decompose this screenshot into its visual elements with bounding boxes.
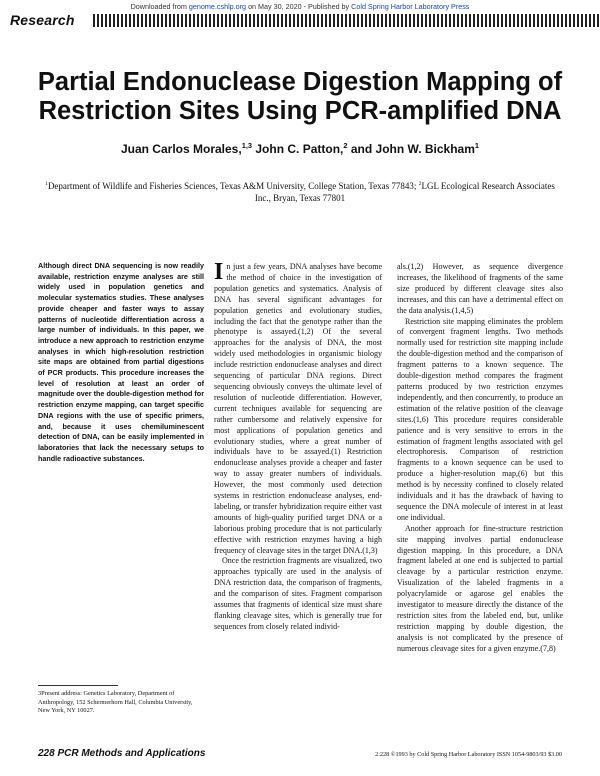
author-3-sup: 1 <box>474 141 480 150</box>
download-prefix: Downloaded from <box>130 2 187 11</box>
col2-paragraph-2: Once the restriction fragments are visualized, two approaches typically are used in the analysis of DNA restriction data, the comparison of fragments, and the comparison of sites. Fragment comparison assumes that fragments of identical size must share flanking cleavage sites, which is generally true for sequences from closely related individ- <box>214 556 382 631</box>
affiliations <box>40 180 560 204</box>
page-folio: 228 PCR Methods and Applications <box>38 748 206 759</box>
download-middle: on May 30, 2020 - Published by <box>248 2 350 11</box>
affiliation-2: LGL Ecological Research Associates Inc., Bryan, Texas 77801 <box>254 181 555 203</box>
author-3: and John W. Bickham <box>350 142 475 156</box>
col3-paragraph-1: als.(1,2) However, as sequence divergence increases, the likelihood of fragments of the same size produced by different cleavage sites also increases, and this can have a detrimental effect on the data analysis.(1,4,5) <box>397 262 563 315</box>
body-column-3 <box>397 262 563 655</box>
header-hatch-bar <box>93 14 600 27</box>
col3-paragraph-3: Another approach for fine-structure restriction site mapping involves partial endonuclease digestion mapping. In this procedure, a DNA fragment labeled at one end is subjected to partial cleavage by a particular restriction enzyme. Visualization of the labeled fragments in a polyacrylamide or agarose gel enables the investigator to measure directly the distance of the restriction sites from the labeled end, but, unlike restriction mapping by double digestion, the analysis is not complicated by the presence of numerous cleavage sites for a given enzyme.(7,8) <box>397 523 563 653</box>
affil-1-sup: 1 <box>45 181 48 187</box>
body-column-2 <box>214 259 382 633</box>
author-1: Juan Carlos Morales, <box>120 142 242 156</box>
affil-2-sup: 2 <box>418 181 422 187</box>
footnote-rule <box>38 685 118 686</box>
author-2-sup: 2 <box>343 141 348 150</box>
article-title: Partial Endonuclease Digestion Mapping of Restriction Sites Using PCR-amplified DNA <box>37 68 563 125</box>
copyright-line: 2:228 ©1993 by Cold Spring Harbor Laboratory ISSN 1054-9803/93 $3.00 <box>375 751 562 758</box>
author-2: John C. Patton, <box>255 142 344 156</box>
abstract: Although direct DNA sequencing is now readily available, restriction enzyme analyses are still widely used in population genetics and molecular systematics studies. These analyses provide cheaper and faster ways to assay patterns of nucleotide differentiation across a large number of individuals. In this paper, we introduce a new approach to restriction enzyme analyses in which high-resolution restriction site maps are obtained from partial digestions of PCR products. This procedure increases the level of resolution at least an order of magnitude over the double-digestion method for restriction enzyme mapping, can target specific DNA regions with the use of specific primers, and, because it uses chemiluminescent detection of DNA, can be easily implemented in laboratories that lack the necessary setups to handle radioactive substances. <box>38 261 204 463</box>
section-label: Research <box>10 12 75 28</box>
col2-p1-text: n just a few years, DNA analyses have become the method of choice in the investigation of population genetics and systematics. Analysis of DNA has several significant advantages for population genetics and evolutionary studies, including the fact that the genotype rather than the phenotype is assayed.(1,2) Of the several approaches for the analysis of DNA, the most widely used methodologies in organismic biology include restriction endonuclease analyses and direct sequencing of particular DNA regions. Direct sequencing obviously conveys the ultimate level of resolution of nucleotide differentiation. However, current techniques available for sequencing are rather cumbersome and relatively expensive for most applications of population genetics and evolutionary studies, where a great number of individuals have to be assayed.(1) Restriction endonuclease analyses provide a cheaper and faster way to assay greater numbers of individuals. However, the most commonly used detection systems in restriction endonuclease analyses, end-labeling, or transfer hybridization require either vast amounts of high-quality purified target DNA or a laborious probing procedure that is not particularly effective with restriction enzymes having a high frequency of cleavage sites in the target DNA.(1,3) <box>214 262 382 555</box>
col2-paragraph-1 <box>214 259 382 556</box>
publisher-link[interactable]: Cold Spring Harbor Laboratory Press <box>351 2 470 11</box>
footnote: 3Present address: Genetics Laboratory, Department of Anthropology, 152 Schermerhorn Hall, Columbia University, New York, NY 10027. <box>38 690 193 714</box>
affiliation-1: Department of Wildlife and Fisheries Sciences, Texas A&M University, College Station, Texas 77843; <box>47 181 417 191</box>
col3-paragraph-2: Restriction site mapping eliminates the problem of convergent fragment lengths. Two methods normally used for restriction site mapping include the double-digestion method and the comparison of fragment patterns to a known sequence. The double-digestion method compares the fragment patterns produced by two restriction enzymes independently, and then concurrently, to produce an estimation of the relative position of the cleavage sites.(1,6) This procedure requires considerable patience and is very sensitive to errors in the estimation of fragment lengths associated with gel electrophoresis. Comparison of restriction fragments to a known sequence can be used to produce a higher-resolution map,(6) but this method is by necessity confined to closely related individuals and it has the drawback of having to sequence the DNA molecule of interest in at least one individual. <box>397 316 563 522</box>
download-line <box>0 2 600 11</box>
site-link[interactable]: genome.cshlp.org <box>188 2 247 11</box>
author-1-sup: 1,3 <box>241 141 253 150</box>
drop-cap: I <box>214 259 224 285</box>
authors-line <box>0 142 600 156</box>
